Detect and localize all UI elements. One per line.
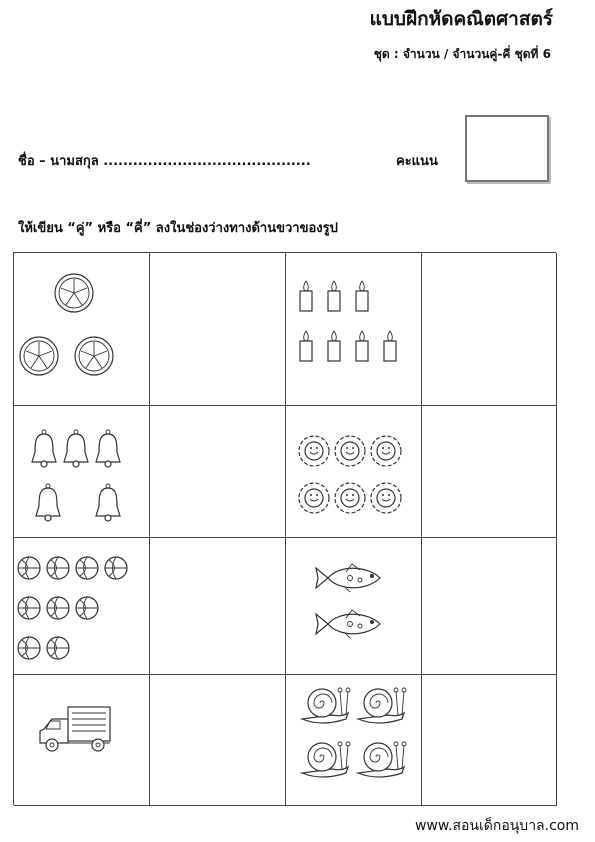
picture-cell-fish: [286, 538, 422, 675]
name-field[interactable]: ชื่อ – นามสกุล ..........................................: [18, 154, 311, 169]
answer-cell-3[interactable]: [150, 406, 286, 538]
picture-cell-flowers: [286, 406, 422, 538]
picture-cell-snails: [286, 675, 422, 806]
score-label: คะแนน: [396, 154, 438, 169]
snail-icon: [286, 675, 421, 805]
ball-icon: [14, 538, 149, 674]
candle-icon: [286, 253, 421, 405]
bell-icon: [14, 406, 149, 537]
picture-cell-balls: [14, 538, 150, 675]
flower-icon: [286, 406, 421, 537]
answer-cell-4[interactable]: [422, 406, 557, 538]
score-box[interactable]: [465, 115, 549, 182]
answer-cell-1[interactable]: [150, 253, 286, 406]
answer-cell-8[interactable]: [422, 675, 557, 806]
answer-cell-2[interactable]: [422, 253, 557, 406]
lemon-slice-icon: [14, 253, 149, 405]
fish-icon: [286, 538, 421, 674]
exercise-grid: [13, 252, 556, 805]
answer-cell-5[interactable]: [150, 538, 286, 675]
picture-cell-truck: [14, 675, 150, 806]
picture-cell-candles: [286, 253, 422, 406]
picture-cell-bells: [14, 406, 150, 538]
picture-cell-lemons: [14, 253, 150, 406]
truck-icon: [14, 675, 149, 805]
answer-cell-7[interactable]: [150, 675, 286, 806]
worksheet-title: แบบฝึกหัดคณิตศาสตร์: [369, 8, 553, 30]
answer-cell-6[interactable]: [422, 538, 557, 675]
worksheet-subtitle: ชุด : จำนวน / จำนวนคู่-คี่ ชุดที่ 6: [373, 47, 551, 61]
instruction-text: ให้เขียน “คู่” หรือ “คี่” ลงในช่องว่างทางด้านขวาของรูป: [18, 221, 338, 236]
website-footer: www.สอนเด็กอนุบาล.com: [414, 818, 579, 834]
